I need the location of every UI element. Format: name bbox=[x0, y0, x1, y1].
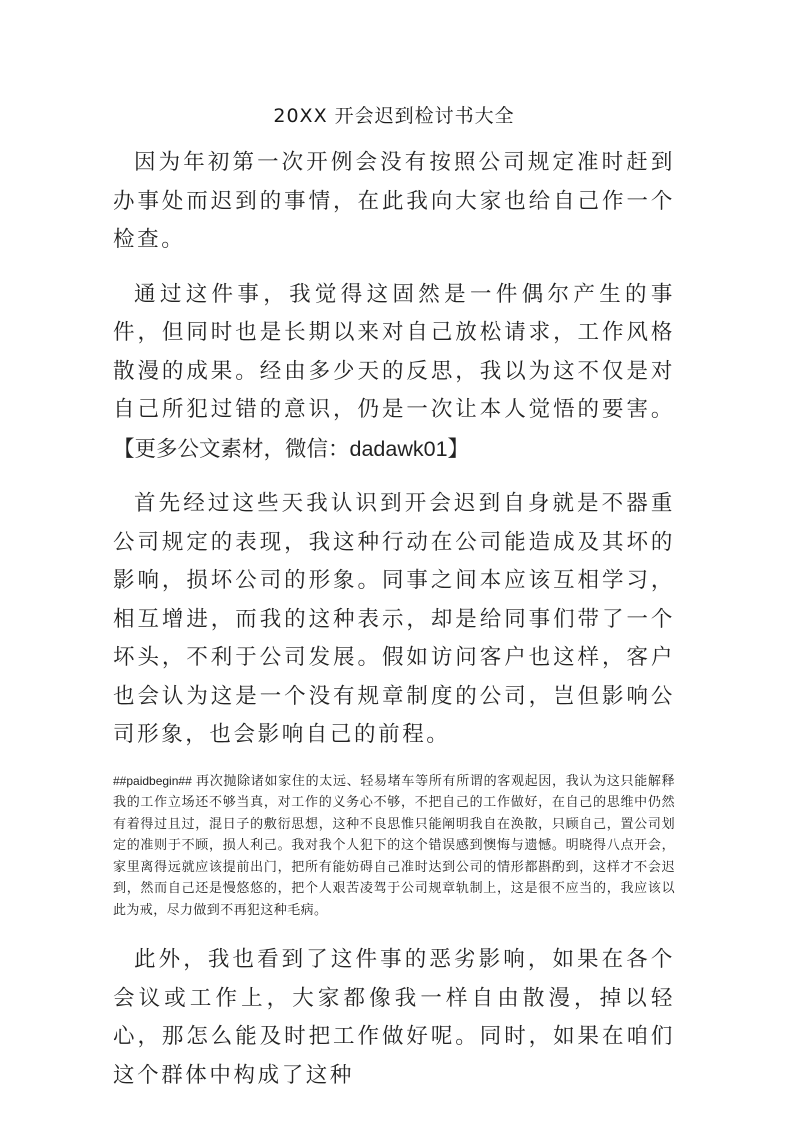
paid-paragraph-text: 再次抛除诸如家住的太远、轻易堵车等所有所谓的客观起因，我认为这只能解释我的工作立场还不够当真，对工作的义务心不够，不把自己的工作做好，在自己的思维中仍然有着得过且过，混日子的敷衍思想，这种不良思惟只能阐明我自在涣散，只顾自己，置公司划定的准则于不顾，损人利己。我对我个人犯下的这个错误感到懊悔与遗憾。明晓得八点开会，家里离得远就应该提前出门，把所有能妨碍自己准时达到公司的情形都斟酌到，这样才不会迟到，然而自己还是慢悠悠的，把个人艰苦凌驾于公司规章轨制上，这是很不应当的，我应该以此为戒，尽力做到不再犯这种毛病。 bbox=[113, 773, 675, 918]
paragraph-closing bbox=[113, 941, 675, 1095]
paid-paragraph bbox=[113, 771, 675, 922]
promo-wechat-text: 【更多公文素材，微信：dadawk01】 bbox=[113, 436, 470, 461]
paragraph-3-text: 首先经过这些天我认识到开会迟到自身就是不器重公司规定的表现，我这种行动在公司能造成及其坏的影响，损坏公司的形象。同事之间本应该互相学习，相互增进，而我的这种表示，却是给同事们带了一个坏头，不利于公司发展。假如访问客户也这样，客户也会认为这是一个没有规章制度的公司，岂但影响公司形象，也会影响自己的前程。 bbox=[113, 491, 675, 747]
paragraph-3 bbox=[113, 485, 675, 755]
paragraph-1 bbox=[113, 144, 675, 260]
paragraph-2 bbox=[113, 276, 675, 470]
paid-begin-marker: ##paidbegin## bbox=[113, 773, 192, 788]
paragraph-2-text: 通过这件事，我觉得这固然是一件偶尔产生的事件，但同时也是长期以来对自己放松请求，工作风格散漫的成果。经由多少天的反思，我以为这不仅是对自己所犯过错的意识，仍是一次让本人觉悟的要害。 bbox=[113, 281, 675, 422]
paragraph-1-text: 因为年初第一次开例会没有按照公司规定准时赶到办事处而迟到的事情，在此我向大家也给自己作一个检查。 bbox=[113, 150, 675, 252]
paragraph-closing-text: 此外，我也看到了这件事的恶劣影响，如果在各个会议或工作上，大家都像我一样自由散漫，掉以轻心，那怎么能及时把工作做好呢。同时，如果在咱们这个群体中构成了这种 bbox=[113, 947, 675, 1088]
document-page bbox=[113, 100, 675, 1111]
document-title: 20XX 开会迟到检讨书大全 bbox=[273, 105, 515, 127]
